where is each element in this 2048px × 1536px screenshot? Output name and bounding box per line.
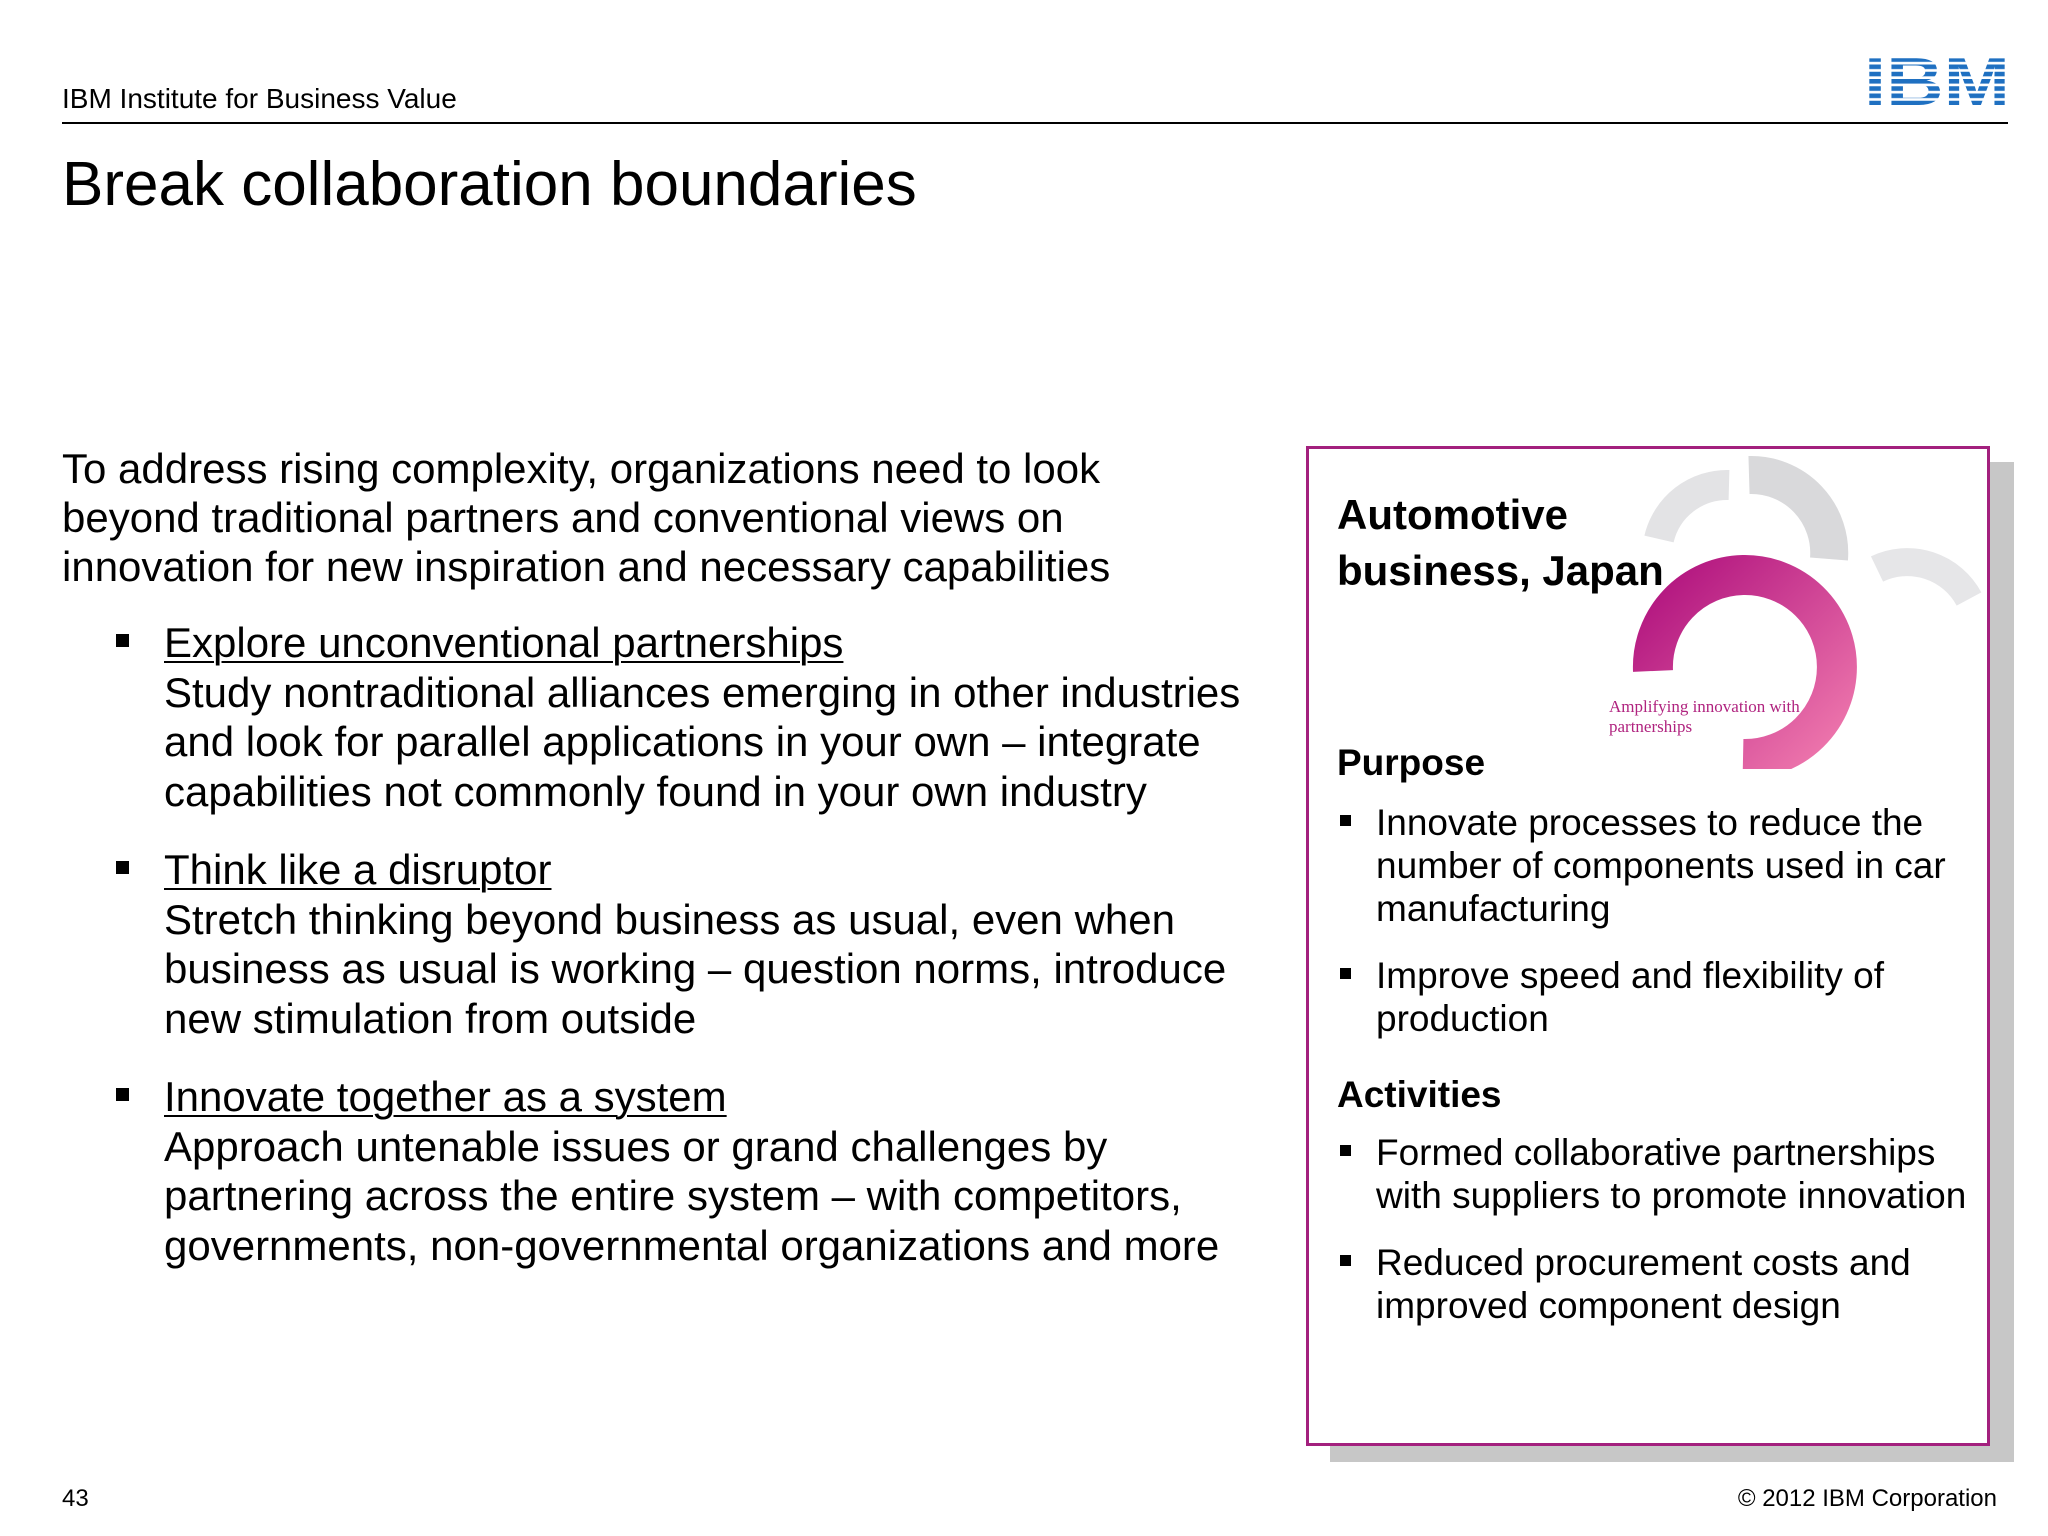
list-item (1337, 801, 1977, 930)
page-title: Break collaboration boundaries (62, 150, 917, 219)
intro-paragraph: To address rising complexity, organizations need to look beyond traditional partners and conventional views on innovation for new inspiration and necessary capabilities (62, 445, 1111, 590)
bullet-body: Study nontraditional alliances emerging in other industries and look for parallel applications in your own – integrate capabilities not commonly found in your own industry (164, 668, 1241, 815)
bullet-square-icon (1340, 968, 1351, 979)
activity-item: Reduced procurement costs and improved component design (1376, 1242, 1911, 1326)
bullet-square-icon (1340, 1145, 1351, 1156)
bullet-square-icon (1340, 815, 1351, 826)
copyright-notice: © 2012 IBM Corporation (1737, 1485, 1997, 1512)
list-item (1337, 954, 1977, 1040)
case-study-title: Automotive business, Japan (1337, 491, 1664, 594)
page-number: 43 (62, 1485, 89, 1512)
purpose-heading: Purpose (1337, 742, 1486, 783)
bullet-square-icon (1340, 1255, 1351, 1266)
activities-heading: Activities (1337, 1074, 1502, 1115)
activity-item: Formed collaborative partnerships with suppliers to promote innovation (1376, 1132, 1967, 1216)
bullet-heading: Think like a disruptor (164, 846, 552, 893)
case-study-tagline: Amplifying innovation with partnerships (1609, 697, 1800, 736)
list-item (62, 618, 1242, 816)
bullet-heading: Explore unconventional partnerships (164, 619, 844, 666)
recommendation-list (62, 618, 1242, 1299)
bullet-square-icon (116, 861, 129, 874)
bullet-square-icon (116, 634, 129, 647)
list-item (1337, 1131, 1977, 1217)
list-item (62, 1072, 1242, 1270)
bullet-heading: Innovate together as a system (164, 1073, 727, 1120)
purpose-item: Improve speed and flexibility of production (1376, 955, 1884, 1039)
purpose-item: Innovate processes to reduce the number of components used in car manufacturing (1376, 802, 1946, 929)
ibm-logo-text: IBM (1864, 50, 2010, 108)
activities-list (1337, 1131, 1977, 1351)
bullet-body: Stretch thinking beyond business as usual, even when business as usual is working – question norms, introduce new stimulation from outside (164, 895, 1227, 1042)
case-study-box (1306, 446, 1990, 1446)
institute-name: IBM Institute for Business Value (62, 83, 457, 114)
header-divider (62, 122, 2008, 124)
list-item (62, 845, 1242, 1043)
ibm-logo (1862, 50, 2012, 108)
purpose-list (1337, 801, 1977, 1064)
bullet-square-icon (116, 1088, 129, 1101)
bullet-body: Approach untenable issues or grand challenges by partnering across the entire system – with competitors, governments, non-governmental organizations and more (164, 1122, 1220, 1269)
list-item (1337, 1241, 1977, 1327)
